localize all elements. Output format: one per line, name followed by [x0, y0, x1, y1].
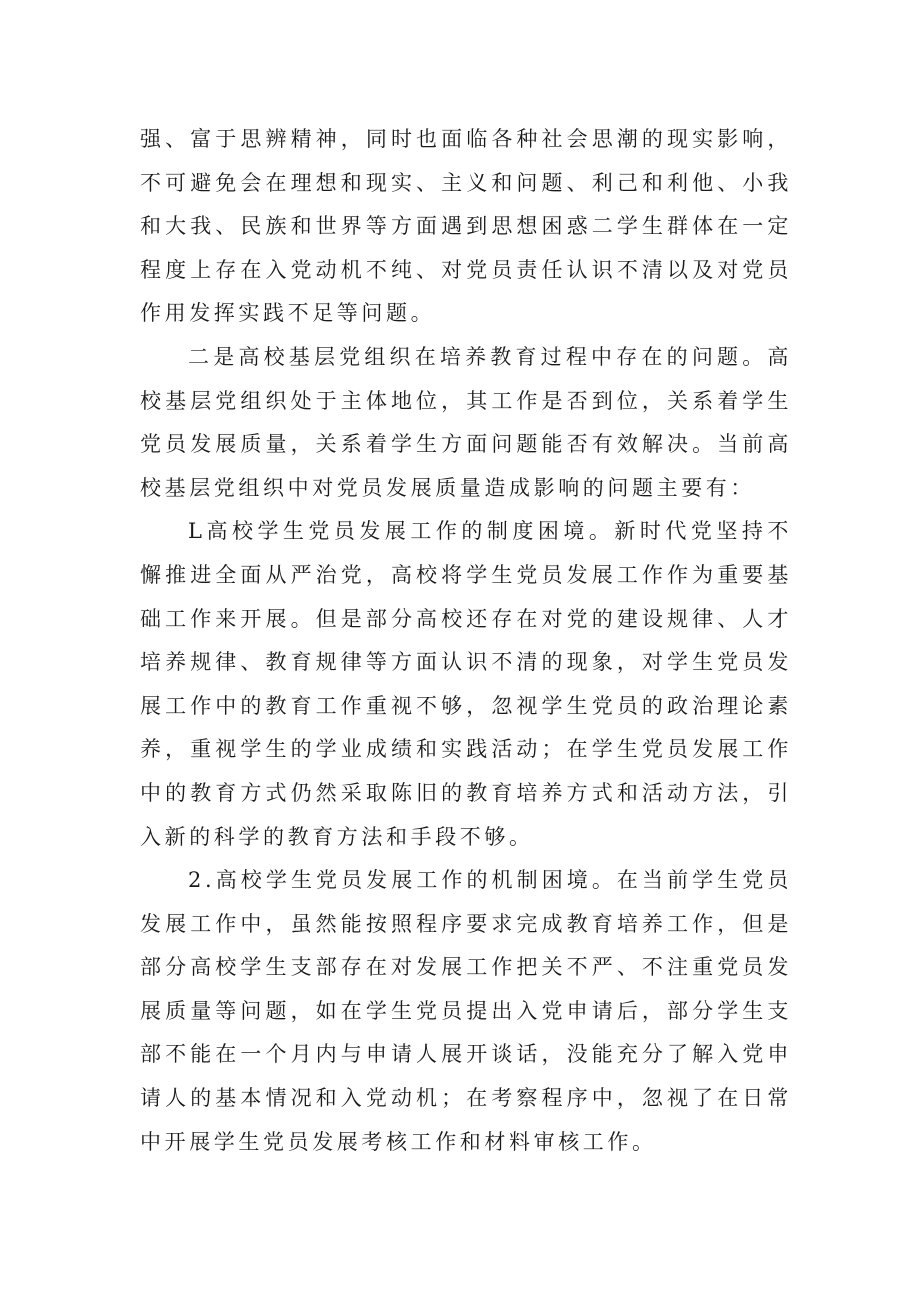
paragraph-continuation: 强、富于思辨精神，同时也面临各种社会思潮的现实影响，不可避免会在理想和现实、主义和问题、利己和利他、小我和大我、民族和世界等方面遇到思想困惑二学生群体在一定程度上存在入党动机不纯、对党员责任认识不清以及对党员作用发挥实践不足等问题。: [140, 127, 792, 326]
paragraph-second-issue: 二是高校基层党组织在培养教育过程中存在的问题。高校基层党组织处于主体地位，其工作是否到位，关系着学生党员发展质量，关系着学生方面问题能否有效解决。当前高校基层党组织中对党员发展质量造成影响的问题主要有：: [140, 344, 792, 500]
document-body: [140, 118, 792, 1164]
paragraph-mechanism-dilemma: 2.高校学生党员发展工作的机制困境。在当前学生党员发展工作中，虽然能按照程序要求完成教育培养工作，但是部分高校学生支部存在对发展工作把关不严、不注重党员发展质量等问题，如在学生党员提出入党申请后，部分学生支部不能在一个月内与申请人展开谈话，没能充分了解入党申请人的基本情况和入党动机；在考察程序中，忽视了在日常中开展学生党员发展考核工作和材料审核工作。: [140, 868, 792, 1154]
paragraph-system-dilemma: L高校学生党员发展工作的制度困境。新时代党坚持不懈推进全面从严治党，高校将学生党员发展工作作为重要基础工作来开展。但是部分高校还存在对党的建设规律、人才培养规律、教育规律等方面认识不清的现象，对学生党员发展工作中的教育工作重视不够，忽视学生党员的政治理论素养，重视学生的学业成绩和实践活动；在学生党员发展工作中的教育方式仍然采取陈旧的教育培养方式和活动方法，引入新的科学的教育方法和手段不够。: [140, 519, 792, 849]
